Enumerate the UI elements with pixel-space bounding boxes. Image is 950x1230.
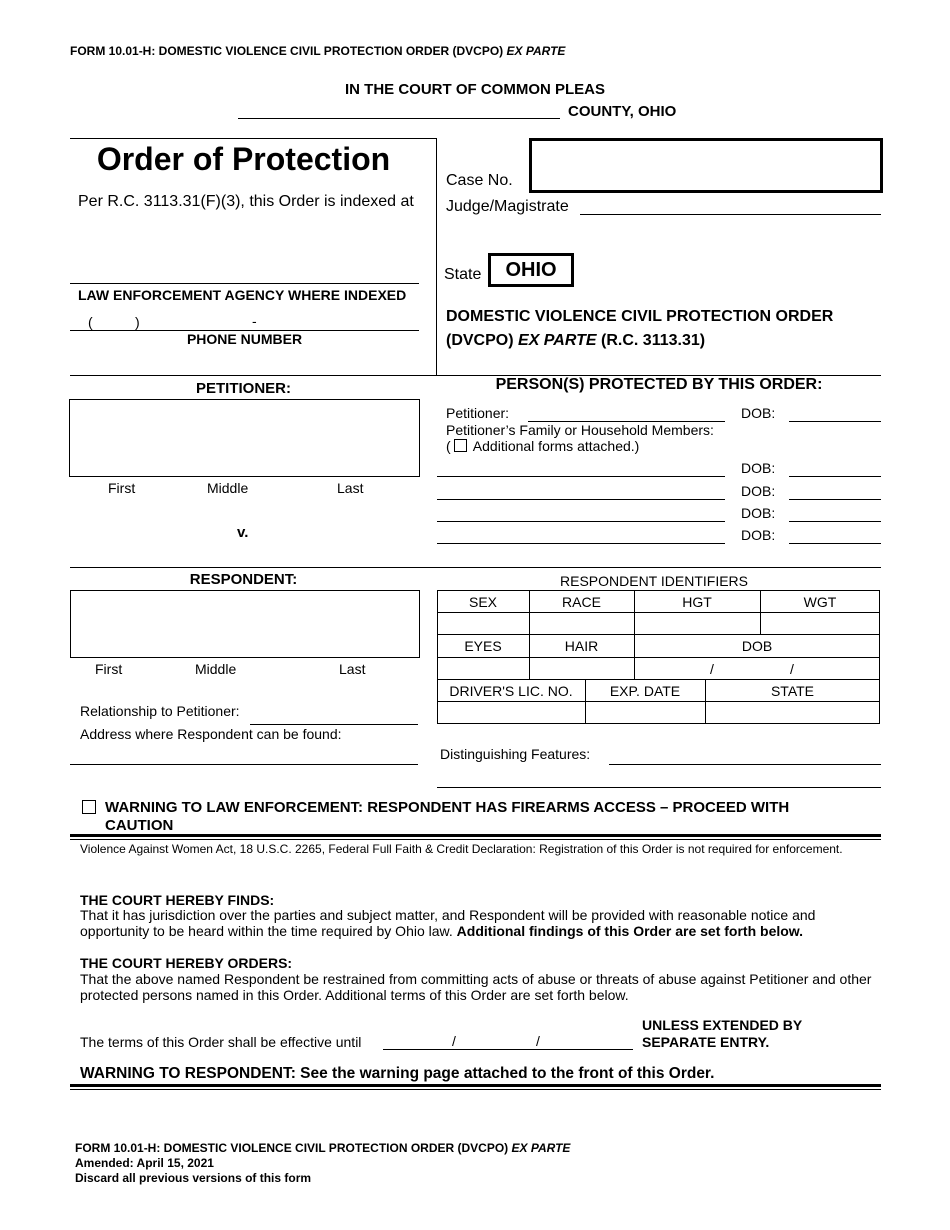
additional-forms-checkbox[interactable]	[454, 439, 467, 452]
address-line[interactable]	[70, 764, 418, 765]
order-title-2a: (DVCPO)	[446, 332, 514, 349]
double-rule	[70, 834, 881, 837]
dob-line[interactable]	[789, 476, 881, 477]
table-rule	[437, 701, 880, 702]
order-title-2b: EX PARTE	[518, 332, 597, 349]
footer-form-id-text: FORM 10.01-H: DOMESTIC VIOLENCE CIVIL PROTECTION ORDER (DVCPO)	[75, 1141, 509, 1155]
additional-text: Additional forms attached.)	[472, 438, 640, 454]
dob-line[interactable]	[789, 521, 881, 522]
versus: v.	[237, 524, 249, 541]
dob-line[interactable]	[789, 421, 881, 422]
dob-slash: /	[790, 661, 794, 677]
county-label: COUNTY, OHIO	[568, 103, 677, 120]
sex-header: SEX	[468, 594, 497, 610]
family-line[interactable]	[437, 476, 725, 477]
phone-label: PHONE NUMBER	[186, 331, 303, 347]
finds-line1: That it has jurisdiction over the parties and subject matter, and Respondent will be provided with reasonable notice and	[80, 907, 816, 923]
effective-date-line[interactable]	[383, 1049, 633, 1050]
license-header: DRIVER'S LIC. NO.	[449, 683, 573, 699]
eyes-header: EYES	[464, 638, 502, 654]
effective-label: The terms of this Order shall be effective until	[80, 1034, 362, 1050]
finds-line2	[80, 923, 803, 939]
respondent-middle: Middle	[195, 661, 237, 677]
double-rule	[70, 1089, 881, 1090]
unless-line2: SEPARATE ENTRY.	[642, 1034, 770, 1050]
state-header: STATE	[770, 683, 815, 699]
agency-label: LAW ENFORCEMENT AGENCY WHERE INDEXED	[78, 287, 407, 303]
double-rule	[70, 839, 881, 840]
unless-line1: UNLESS EXTENDED BY	[642, 1017, 803, 1033]
table-rule	[437, 634, 880, 635]
footer-amended: Amended: April 15, 2021	[75, 1156, 214, 1170]
dob-line[interactable]	[789, 543, 881, 544]
distinguishing-line-2[interactable]	[437, 787, 881, 788]
judge-label: Judge/Magistrate	[446, 198, 569, 215]
petitioner-first: First	[108, 480, 136, 496]
petitioner-header: PETITIONER:	[195, 380, 291, 397]
dob-label: DOB:	[741, 527, 776, 543]
warning-le-line1: WARNING TO LAW ENFORCEMENT: RESPONDENT HAS FIREARMS ACCESS – PROCEED WITH	[105, 799, 790, 816]
state-value: OHIO	[488, 253, 574, 287]
orders-header: THE COURT HEREBY ORDERS:	[80, 955, 293, 971]
respondent-first: First	[95, 661, 123, 677]
page-title: Order of Protection	[96, 141, 391, 177]
footer-discard: Discard all previous versions of this form	[75, 1171, 312, 1185]
warning-le-line2: CAUTION	[105, 817, 174, 834]
family-label: Petitioner’s Family or Household Members:	[446, 422, 714, 438]
wgt-header: WGT	[803, 594, 837, 610]
order-title-2c: (R.C. 3113.31)	[601, 332, 706, 349]
family-line[interactable]	[437, 521, 725, 522]
table-rule	[437, 657, 880, 658]
dob-line[interactable]	[789, 499, 881, 500]
dob-slash: /	[710, 661, 714, 677]
orders-line1: That the above named Respondent be restrained from committing acts of abuse or threats of abuse against Petitioner and other	[80, 971, 872, 987]
dob-label: DOB:	[741, 505, 776, 521]
respondent-name-box[interactable]	[70, 590, 420, 658]
finds-line2b: Additional findings of this Order are set forth below.	[456, 923, 804, 939]
respondent-last: Last	[339, 661, 366, 677]
protected-header: PERSON(S) PROTECTED BY THIS ORDER:	[495, 376, 823, 393]
hair-header: HAIR	[564, 638, 599, 654]
respondent-header: RESPONDENT:	[189, 571, 298, 588]
phone-paren-close: )	[135, 314, 140, 330]
vawa-declaration: Violence Against Women Act, 18 U.S.C. 2265, Federal Full Faith & Credit Declaration: Registration of this Order is not required for enforcement.	[80, 842, 843, 856]
double-rule	[70, 1084, 881, 1087]
form-id-italic: EX PARTE	[506, 44, 566, 58]
warning-respondent: WARNING TO RESPONDENT: See the warning page attached to the front of this Order.	[80, 1065, 715, 1082]
divider	[70, 567, 881, 568]
table-rule	[437, 612, 880, 613]
indexed-text: Per R.C. 3113.31(F)(3), this Order is indexed at	[78, 193, 414, 210]
unless-extended	[642, 1017, 802, 1051]
protected-petitioner-label: Petitioner:	[446, 405, 510, 421]
identifiers-header: RESPONDENT IDENTIFIERS	[560, 573, 748, 589]
county-line[interactable]	[238, 118, 560, 119]
firearms-checkbox[interactable]	[82, 800, 96, 819]
divider	[436, 138, 437, 376]
race-header: RACE	[562, 594, 601, 610]
distinguishing-label: Distinguishing Features:	[440, 746, 591, 762]
table-rule	[437, 679, 880, 680]
finds-header: THE COURT HEREBY FINDS:	[80, 892, 275, 908]
checkbox-icon[interactable]	[82, 800, 96, 814]
footer-form-id	[75, 1141, 570, 1156]
footer	[75, 1141, 570, 1186]
exp-date-header: EXP. DATE	[609, 683, 681, 699]
petitioner-last: Last	[337, 480, 364, 496]
phone-paren-open: (	[88, 314, 93, 330]
agency-line[interactable]	[70, 283, 419, 284]
address-label: Address where Respondent can be found:	[80, 726, 342, 742]
effective-slash: /	[536, 1033, 540, 1049]
petitioner-name-box[interactable]	[69, 399, 420, 477]
case-no-box[interactable]	[529, 138, 883, 193]
warning-law-enforcement	[105, 799, 789, 835]
form-id-text: FORM 10.01-H: DOMESTIC VIOLENCE CIVIL PROTECTION ORDER (DVCPO)	[70, 44, 504, 58]
state-label: State	[444, 266, 482, 283]
family-line[interactable]	[437, 543, 725, 544]
dob-label: DOB:	[741, 460, 776, 476]
judge-line[interactable]	[580, 214, 881, 215]
additional-forms	[446, 438, 639, 454]
dob-label: DOB:	[741, 483, 776, 499]
petitioner-middle: Middle	[207, 480, 249, 496]
footer-form-id-italic: EX PARTE	[511, 1141, 571, 1155]
additional-open: (	[446, 438, 451, 454]
order-title-1: DOMESTIC VIOLENCE CIVIL PROTECTION ORDER	[446, 308, 834, 325]
orders-line2: protected persons named in this Order. Additional terms of this Order are set forth below.	[80, 987, 629, 1003]
divider	[70, 138, 437, 139]
order-title-2	[446, 332, 705, 350]
family-line[interactable]	[437, 499, 725, 500]
form-id-header	[70, 44, 565, 58]
relationship-line[interactable]	[250, 724, 418, 725]
distinguishing-line[interactable]	[609, 764, 881, 765]
hgt-header: HGT	[682, 594, 712, 610]
court-name: IN THE COURT OF COMMON PLEAS	[345, 81, 605, 98]
phone-dash: -	[252, 313, 257, 329]
dob-header: DOB	[741, 638, 773, 654]
relationship-label: Relationship to Petitioner:	[80, 703, 240, 719]
case-no-label: Case No.	[446, 172, 513, 189]
effective-slash: /	[452, 1033, 456, 1049]
finds-line2a: opportunity to be heard within the time required by Ohio law.	[80, 923, 453, 939]
dob-label: DOB:	[741, 405, 776, 421]
